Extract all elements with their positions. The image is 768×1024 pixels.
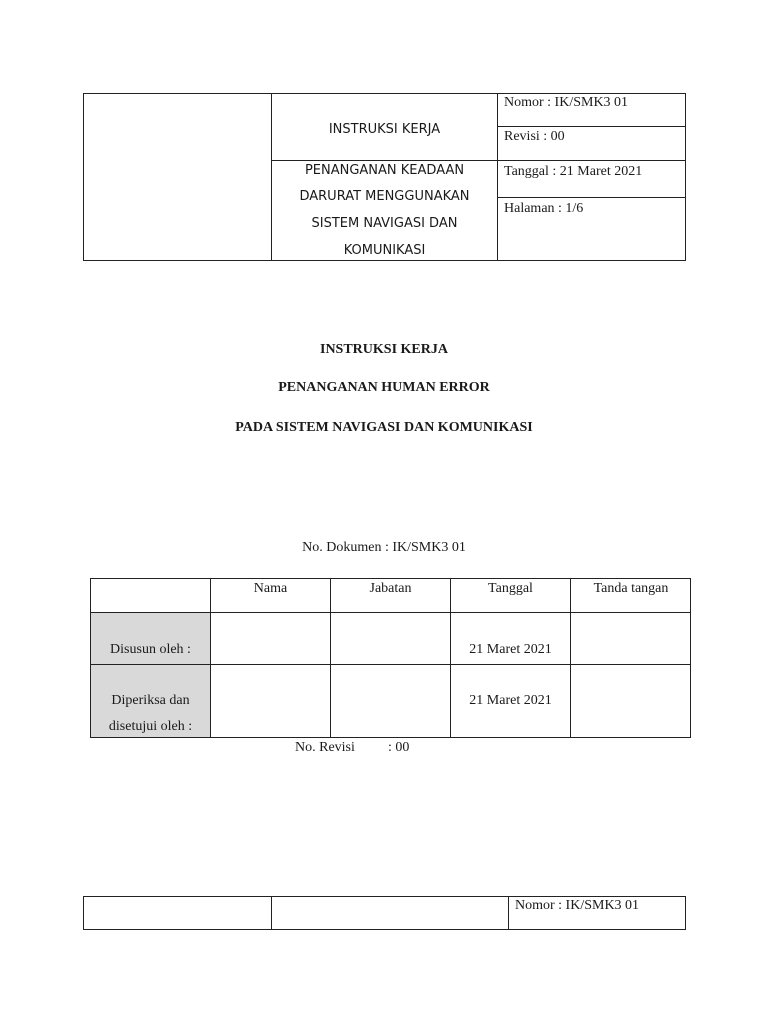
- header-subtitle-line-3: SISTEM NAVIGASI DAN: [311, 216, 458, 231]
- header-subtitle-line-2: DARURAT MENGGUNAKAN: [299, 189, 470, 204]
- main-title-line-3: PADA SISTEM NAVIGASI DAN KOMUNIKASI: [235, 420, 533, 435]
- column-header-tanggal: Tanggal: [488, 581, 533, 596]
- header-revisi: Revisi : 00: [504, 129, 565, 144]
- header-nomor: Nomor : IK/SMK3 01: [504, 95, 629, 110]
- divider: [497, 126, 686, 127]
- header-subtitle-line-1: PENANGANAN KEADAAN: [304, 163, 465, 178]
- header-tanggal: Tanggal : 21 Maret 2021: [504, 164, 643, 179]
- divider: [330, 578, 331, 738]
- column-header-nama: Nama: [253, 581, 288, 596]
- divider: [90, 664, 691, 665]
- revision-label: No. Revisi: [295, 740, 355, 755]
- divider: [570, 578, 571, 738]
- divider: [497, 197, 686, 198]
- divider: [497, 93, 498, 261]
- row-label-diperiksa-line-1: Diperiksa dan: [111, 693, 190, 708]
- header-subtitle-line-4: KOMUNIKASI: [343, 243, 426, 258]
- divider: [271, 896, 272, 930]
- header-title: INSTRUKSI KERJA: [328, 122, 441, 137]
- divider: [210, 578, 211, 738]
- row-tanggal-diperiksa: 21 Maret 2021: [469, 693, 552, 708]
- doc-number: No. Dokumen : IK/SMK3 01: [302, 540, 466, 555]
- main-title-line-2: PENANGANAN HUMAN ERROR: [278, 380, 490, 395]
- column-header-jabatan: Jabatan: [369, 581, 412, 596]
- row-label-disusun: Disusun oleh :: [110, 642, 191, 657]
- column-header-tanda-tangan: Tanda tangan: [593, 581, 669, 596]
- footer-nomor: Nomor : IK/SMK3 01: [515, 898, 640, 913]
- main-title-line-1: INSTRUKSI KERJA: [320, 342, 448, 357]
- revision-value: : 00: [388, 740, 410, 755]
- row-label-diperiksa-line-2: disetujui oleh :: [108, 719, 193, 734]
- header-halaman: Halaman : 1/6: [504, 201, 584, 216]
- divider: [508, 896, 509, 930]
- divider: [90, 612, 691, 613]
- divider: [271, 160, 686, 161]
- row-tanggal-disusun: 21 Maret 2021: [469, 642, 552, 657]
